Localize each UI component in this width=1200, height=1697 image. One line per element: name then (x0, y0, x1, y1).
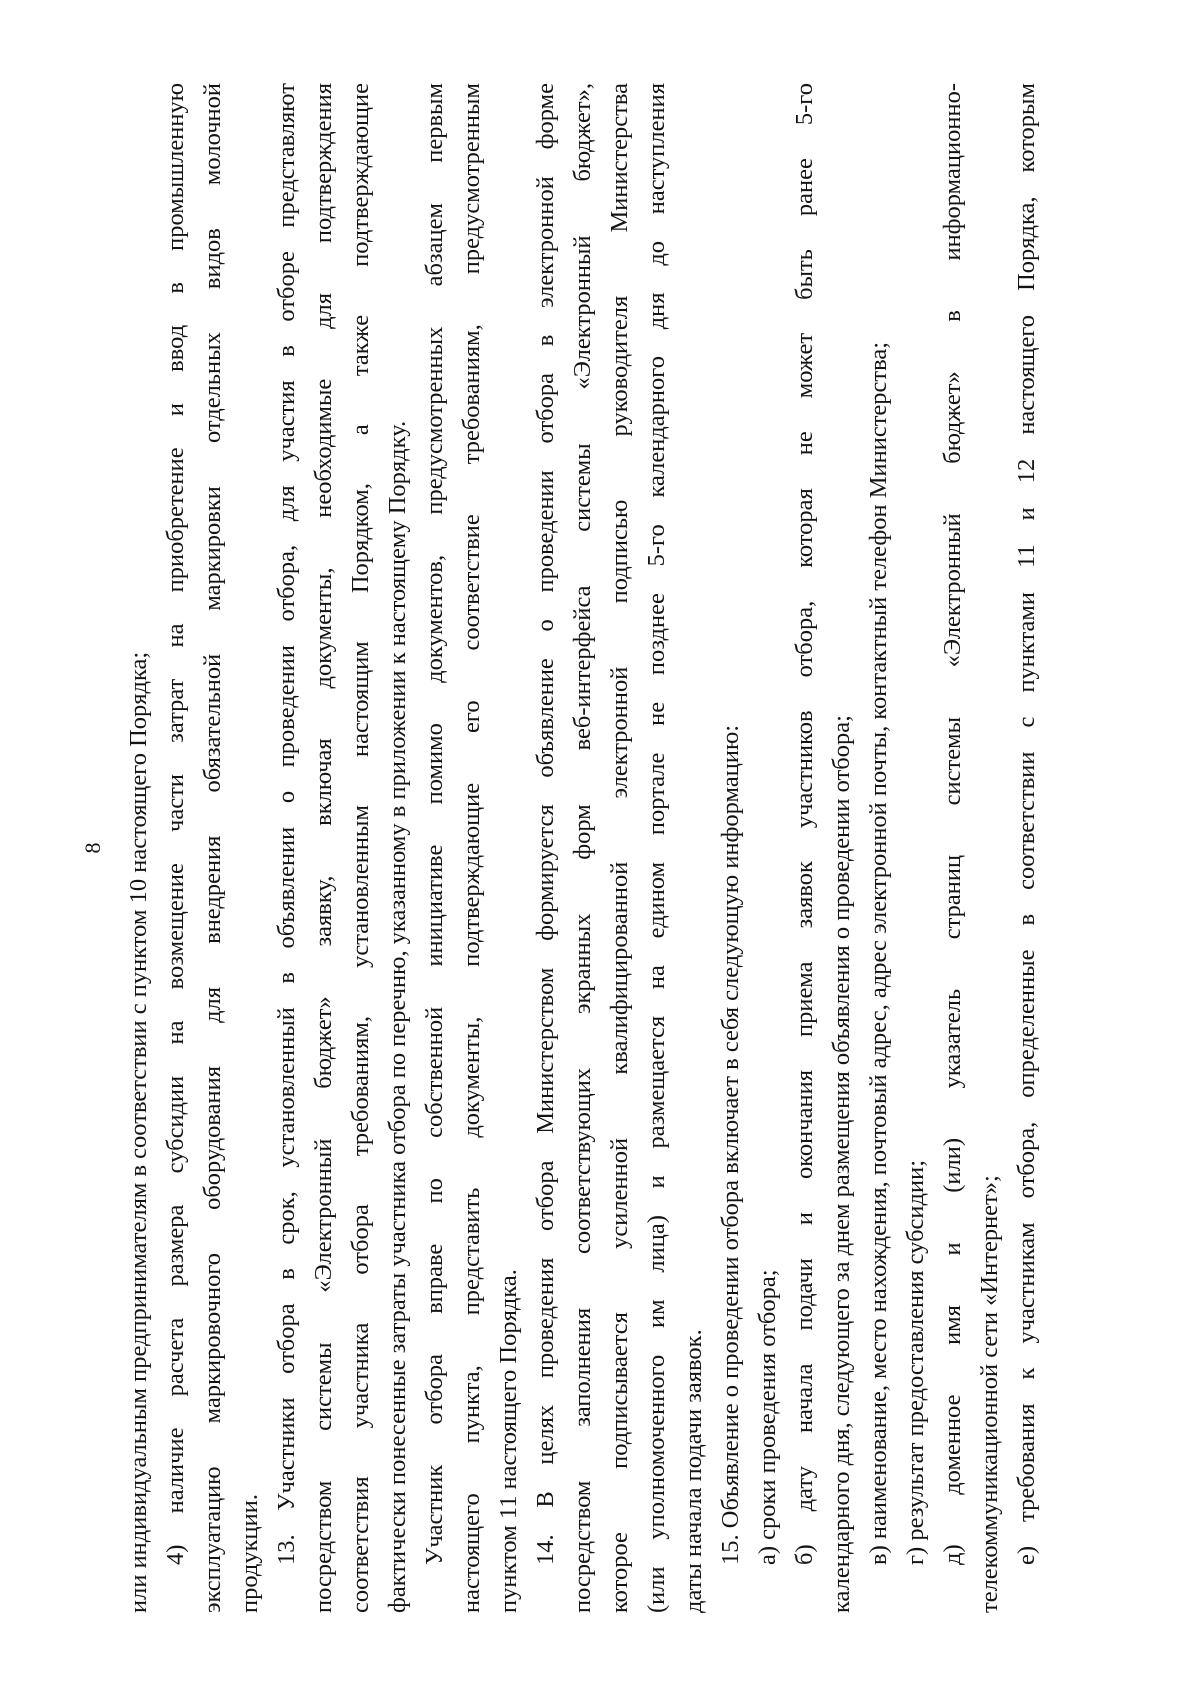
text-line: фактически понесенные затраты участника отбора по перечню, указанному в приложении к настоящему Порядку. (384, 420, 411, 1613)
text-line: посредством заполнения соответствующих экранных форм веб-интерфейса системы «Электронный бюджет», (569, 83, 596, 1613)
rotated-content (80, 83, 1080, 1613)
text-line: 15. Объявление о проведении отбора включает в себя следующую информацию: (717, 724, 744, 1565)
text-line: даты начала подачи заявок. (680, 1329, 707, 1613)
text-line: б) дату начала подачи и окончания приема заявок участников отбора, которая не может быть ранее 5-го (791, 83, 818, 1565)
text-line: которое подписывается усиленной квалифицированной электронной подписью руководителя Министерства (606, 83, 633, 1613)
text-line: соответствия участника отбора требованиям, установленным настоящим Порядком, а также подтверждающие (347, 83, 374, 1613)
page-number: 8 (80, 842, 105, 854)
text-line: телекоммуникационной сети «Интернет»; (976, 1175, 1003, 1613)
text-line: 14. В целях проведения отбора Министерством формируется объявление о проведении отбора в электронной форме (532, 83, 559, 1565)
body-text (120, 83, 1045, 1613)
text-line: настоящего пункта, представить документы, подтверждающие его соответствие требованиям, предусмотренным (458, 83, 485, 1613)
text-line: в) наименование, место нахождения, почтовый адрес, адрес электронной почты, контактный телефон Министерства; (865, 341, 892, 1565)
text-line: календарного дня, следующего за днем размещения объявления о проведении отбора; (828, 715, 855, 1613)
text-line: продукции. (236, 1494, 263, 1613)
text-line: эксплуатацию маркировочного оборудования для внедрения обязательной маркировки отдельных видов молочной (199, 83, 226, 1613)
text-line: посредством системы «Электронный бюджет» заявку, включая документы, необходимые для подтверждения (310, 83, 337, 1613)
text-line: 13. Участники отбора в срок, установленный в объявлении о проведении отбора, для участия в отборе представляют (273, 83, 300, 1565)
text-line: или индивидуальным предпринимателям в соответствии с пунктом 10 настоящего Порядка; (125, 651, 152, 1613)
text-line: а) сроки проведения отбора; (754, 1269, 781, 1565)
text-line: (или уполномоченного им лица) и размещается на едином портале не позднее 5-го календарного дня до наступления (643, 83, 670, 1613)
text-line: е) требования к участникам отбора, определенные в соответствии с пунктами 11 и 12 настоящего Порядка, которым (1013, 83, 1040, 1565)
text-line: г) результат предоставления субсидии; (902, 1159, 929, 1565)
text-line: 4) наличие расчета размера субсидии на возмещение части затрат на приобретение и ввод в промышленную (162, 83, 189, 1565)
text-line: пунктом 11 настоящего Порядка. (495, 1269, 522, 1613)
text-line: д) доменное имя и (или) указатель страниц системы «Электронный бюджет» в информационно- (939, 83, 966, 1565)
text-line: Участник отбора вправе по собственной инициативе помимо документов, предусмотренных абзацем первым (421, 83, 448, 1565)
